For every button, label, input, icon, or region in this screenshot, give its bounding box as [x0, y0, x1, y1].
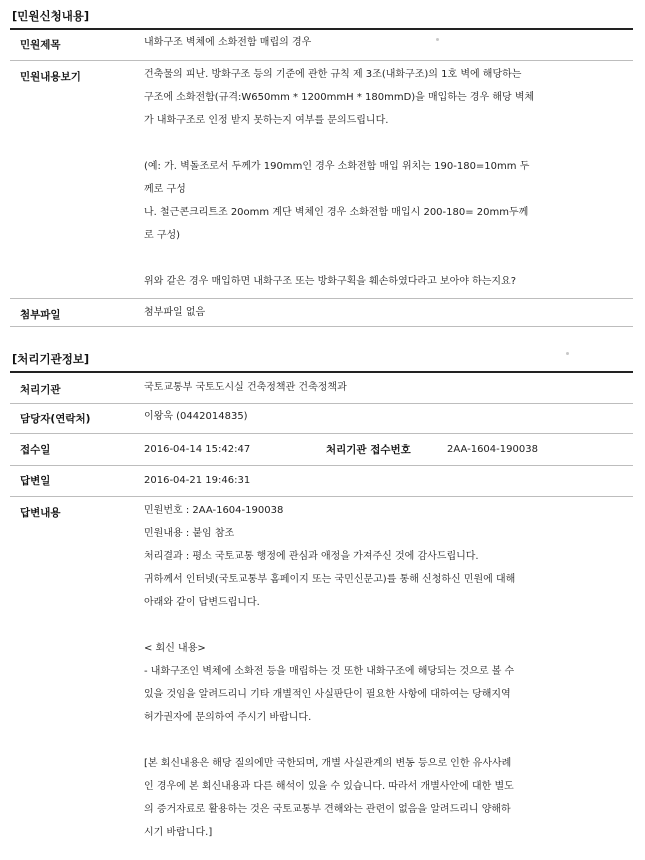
row-divider	[10, 298, 633, 299]
scan-speck	[436, 38, 439, 41]
answer-line: 있을 것임을 알려드리니 기타 개별적인 사실판단이 필요한 사항에 대하여는 당해지역	[144, 689, 511, 700]
answer-line	[144, 614, 612, 637]
answer-line: [본 회신내용은 해당 질의에만 국한되며, 개별 사실관계의 변동 등으로 인한 유사사례	[144, 758, 512, 769]
row-divider	[10, 403, 633, 404]
content-line: 가 내화구조로 인정 받지 못하는지 여부를 문의드립니다.	[144, 115, 389, 126]
row-divider	[10, 60, 633, 61]
content-line	[144, 247, 612, 270]
answer-date-label: 답변일	[20, 475, 51, 487]
content-line: 건축물의 피난. 방화구조 등의 기준에 관한 규칙 제 3조(내화구조)의 1호 벽에 해당하는	[144, 69, 522, 80]
answer-line	[144, 729, 612, 752]
answer-line: 민원번호 : 2AA-1604-190038	[144, 505, 284, 516]
received-value: 2016-04-14 15:42:47	[144, 444, 251, 455]
manager-value: 이왕욱 (0442014835)	[144, 411, 248, 422]
row-divider	[10, 496, 633, 497]
answer-line: < 회신 내용>	[144, 643, 206, 654]
content-line: 구조에 소화전함(규격:W650mm * 1200mmH * 180mmD)을 매입하는 경우 해당 벽체	[144, 92, 535, 103]
content-line: 나. 철근콘크리트조 20omm 계단 벽체인 경우 소화전함 매입시 200-180= 20mm두께	[144, 207, 529, 218]
section-rule	[10, 371, 633, 373]
attachment-label: 첨부파일	[20, 309, 61, 321]
answer-body	[144, 499, 612, 844]
content-line: 로 구성)	[144, 230, 181, 241]
agency-section-title: [처리기관정보]	[12, 352, 90, 366]
content-line: 께로 구성	[144, 184, 186, 195]
receipt-no-value: 2AA-1604-190038	[447, 444, 538, 455]
answer-line: - 내화구조인 벽체에 소화전 등을 매립하는 것 또한 내화구조에 해당되는 것으로 볼 수	[144, 666, 515, 677]
row-divider	[10, 465, 633, 466]
scan-speck	[566, 352, 569, 355]
title-label: 민원제목	[20, 39, 61, 51]
petition-section-title: [민원신청내용]	[12, 9, 90, 23]
answer-line: 허가권자에 문의하여 주시기 바랍니다.	[144, 712, 312, 723]
row-divider	[10, 326, 633, 327]
content-line: (예: 가. 벽돌조로서 두께가 190mm인 경우 소화전함 매입 위치는 190-180=10mm 두	[144, 161, 530, 172]
org-value: 국토교통부 국토도시실 건축정책관 건축정책과	[144, 382, 347, 393]
row-divider	[10, 433, 633, 434]
title-value: 내화구조 벽체에 소화전함 매립의 경우	[144, 37, 312, 48]
manager-label: 담당자(연락처)	[20, 413, 91, 425]
content-body	[144, 63, 612, 293]
answer-line: 인 경우에 본 회신내용과 다른 해석이 있을 수 있습니다. 따라서 개별사안에 대한 별도	[144, 781, 514, 792]
answer-line: 귀하께서 인터넷(국토교통부 홈페이지 또는 국민신문고)를 통해 신청하신 민원에 대해	[144, 574, 516, 585]
answer-label: 답변내용	[20, 507, 61, 519]
attachment-value[interactable]: 첨부파일 없음	[144, 307, 206, 318]
content-line	[144, 132, 612, 155]
section-rule	[10, 28, 633, 30]
answer-line: 민원내용 : 붙임 참조	[144, 528, 235, 539]
answer-line: 아래와 같이 답변드립니다.	[144, 597, 260, 608]
answer-line: 의 증거자료로 활용하는 것은 국토교통부 견해와는 관련이 없음을 알려드리니 양해하	[144, 804, 511, 815]
content-label: 민원내용보기	[20, 71, 81, 83]
content-line: 위와 같은 경우 매입하면 내화구조 또는 방화구획을 훼손하였다라고 보아야 하는지요?	[144, 276, 517, 287]
receipt-no-label: 처리기관 접수번호	[326, 444, 411, 456]
org-label: 처리기관	[20, 384, 61, 396]
received-label: 접수일	[20, 444, 51, 456]
answer-line: 시기 바랍니다.]	[144, 827, 213, 838]
answer-date-value: 2016-04-21 19:46:31	[144, 475, 251, 486]
answer-line: 처리결과 : 평소 국토교통 행정에 관심과 애정을 가져주신 것에 감사드립니다.	[144, 551, 479, 562]
